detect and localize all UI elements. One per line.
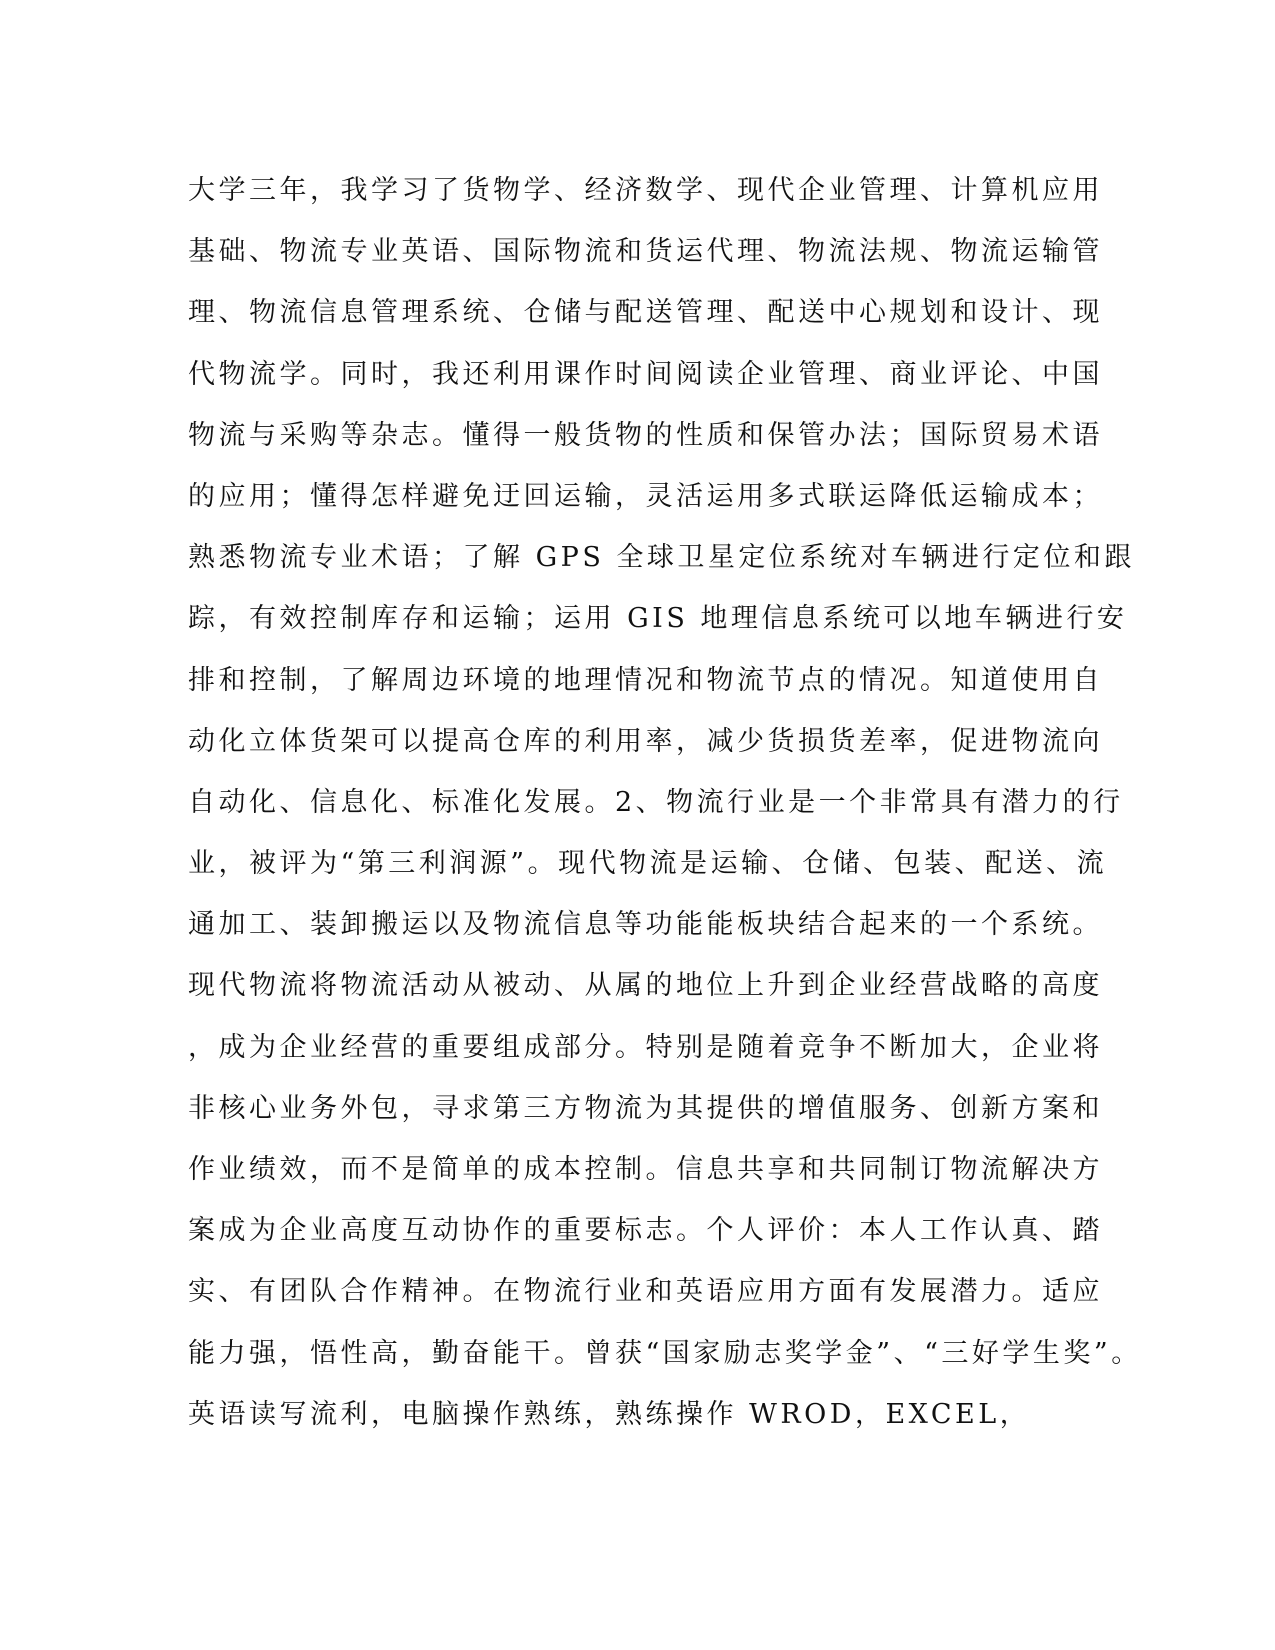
text-line: 理、物流信息管理系统、仓储与配送管理、配送中心规划和设计、现 (188, 297, 1103, 329)
text-line: 非核心业务外包，寻求第三方物流为其提供的增值服务、创新方案和 (188, 1092, 1103, 1124)
text-line: 代物流学。同时，我还利用课作时间阅读企业管理、商业评论、中国 (188, 358, 1103, 390)
text-line: 通加工、装卸搬运以及物流信息等功能能板块结合起来的一个系统。 (188, 909, 1103, 941)
text-line: 的应用；懂得怎样避免迂回运输，灵活运用多式联运降低运输成本； (188, 480, 1103, 512)
text-line: 案成为企业高度互动协作的重要标志。个人评价：本人工作认真、踏 (188, 1215, 1103, 1247)
text-line: 大学三年，我学习了货物学、经济数学、现代企业管理、计算机应用 (188, 175, 1103, 206)
text-line: 排和控制，了解周边环境的地理情况和物流节点的情况。知道使用自 (188, 664, 1103, 696)
text-line: 动化立体货架可以提高仓库的利用率，减少货损货差率，促进物流向 (188, 725, 1103, 757)
text-line: 自动化、信息化、标准化发展。2、物流行业是一个非常具有潜力的行 (188, 786, 1124, 818)
body-text (188, 160, 1142, 1445)
text-line: ，成为企业经营的重要组成部分。特别是随着竞争不断加大，企业将 (188, 1031, 1103, 1063)
text-line: 英语读写流利，电脑操作熟练，熟练操作 WROD，EXCEL， (188, 1398, 1031, 1430)
text-line: 业，被评为“第三利润源”。现代物流是运输、仓储、包装、配送、流 (188, 848, 1108, 880)
text-line: 物流与采购等杂志。懂得一般货物的性质和保管办法；国际贸易术语 (188, 419, 1103, 451)
text-line: 作业绩效，而不是简单的成本控制。信息共享和共同制订物流解决方 (188, 1154, 1103, 1185)
text-line: 熟悉物流专业术语；了解 GPS 全球卫星定位系统对车辆进行定位和跟 (188, 542, 1135, 574)
text-line: 踪，有效控制库存和运输；运用 GIS 地理信息系统可以地车辆进行安 (188, 603, 1128, 635)
text-line: 现代物流将物流活动从被动、从属的地位上升到企业经营战略的高度 (188, 970, 1103, 1002)
text-line: 基础、物流专业英语、国际物流和货运代理、物流法规、物流运输管 (188, 236, 1103, 268)
text-line: 能力强，悟性高，勤奋能干。曾获“国家励志奖学金”、“三好学生奖”。 (188, 1337, 1142, 1369)
text-line: 实、有团队合作精神。在物流行业和英语应用方面有发展潜力。适应 (188, 1276, 1103, 1308)
